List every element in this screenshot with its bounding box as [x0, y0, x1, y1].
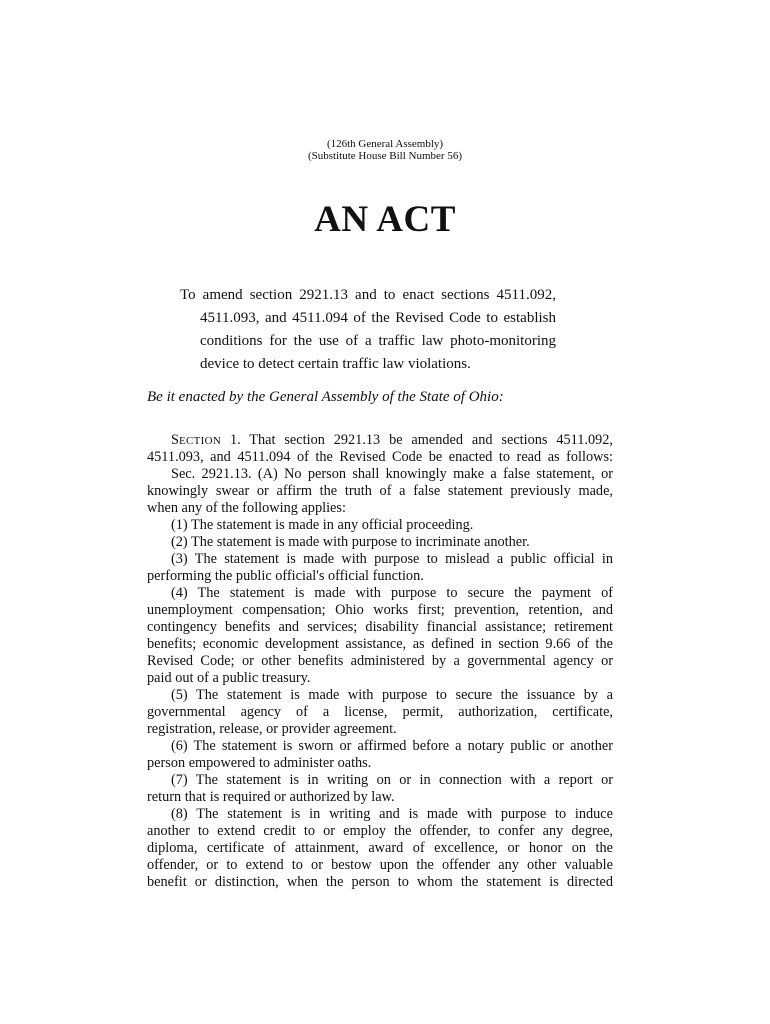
body-line: benefits; economic development assistance, as defined in section 9.66 of the: [147, 636, 613, 652]
act-title: AN ACT: [314, 199, 456, 240]
body-line: offender, or to extend to or bestow upon the offender any other valuable: [147, 857, 613, 873]
purpose-line: 4511.093, and 4511.094 of the Revised Code to establish: [200, 310, 556, 326]
body-line: (5) The statement is made with purpose to secure the issuance by a: [171, 687, 613, 703]
body-line: return that is required or authorized by law.: [147, 789, 395, 805]
body-line: registration, release, or provider agreement.: [147, 721, 397, 737]
body-line: Revised Code; or other benefits administered by a governmental agency or: [147, 653, 613, 669]
body-line: another to extend credit to or employ the offender, to confer any degree,: [147, 823, 613, 839]
section-heading-line: [147, 432, 613, 449]
purpose-line: conditions for the use of a traffic law photo-monitoring: [200, 333, 556, 349]
body-line: (6) The statement is sworn or affirmed before a notary public or another: [171, 738, 613, 754]
body-line: governmental agency of a license, permit, authorization, certificate,: [147, 704, 613, 720]
body-line: paid out of a public treasury.: [147, 670, 311, 686]
general-assembly-label: (126th General Assembly): [326, 138, 444, 150]
purpose-line: device to detect certain traffic law violations.: [200, 356, 471, 372]
body-line: 4511.093, and 4511.094 of the Revised Code be enacted to read as follows:: [147, 449, 613, 465]
body-line: person empowered to administer oaths.: [147, 755, 372, 771]
body-line: benefit or distinction, when the person to whom the statement is directed: [147, 874, 613, 890]
body-line: Sec. 2921.13. (A) No person shall knowingly make a false statement, or: [171, 466, 613, 482]
bill-number-label: (Substitute House Bill Number 56): [308, 150, 462, 162]
body-line: when any of the following applies:: [147, 500, 346, 516]
section-heading-text: 1. That section 2921.13 be amended and sections 4511.092,: [221, 432, 613, 448]
body-line: (7) The statement is in writing on or in connection with a report or: [171, 772, 613, 788]
body-line: (8) The statement is in writing and is made with purpose to induce: [171, 806, 613, 822]
body-line: (4) The statement is made with purpose to secure the payment of: [171, 585, 613, 601]
section-smallcaps: ECTION: [178, 435, 222, 447]
purpose-clause: [180, 284, 556, 376]
body-line: (2) The statement is made with purpose to incriminate another.: [171, 534, 530, 550]
enacting-clause: Be it enacted by the General Assembly of the State of Ohio:: [147, 389, 504, 405]
body-line: (1) The statement is made in any official proceeding.: [171, 517, 474, 533]
section-initial: S: [171, 432, 179, 448]
body-line: diploma, certificate of attainment, award of excellence, or honor on the: [147, 840, 613, 856]
body-line: (3) The statement is made with purpose to mislead a public official in: [171, 551, 613, 567]
purpose-line: To amend section 2921.13 and to enact sections 4511.092,: [180, 287, 556, 303]
body-line: unemployment compensation; Ohio works first; prevention, retention, and: [147, 602, 613, 618]
body-line: contingency benefits and services; disability financial assistance; retirement: [147, 619, 613, 635]
body-line: performing the public official's official function.: [147, 568, 424, 584]
body-line: knowingly swear or affirm the truth of a false statement previously made,: [147, 483, 613, 499]
section-body: [147, 432, 613, 891]
